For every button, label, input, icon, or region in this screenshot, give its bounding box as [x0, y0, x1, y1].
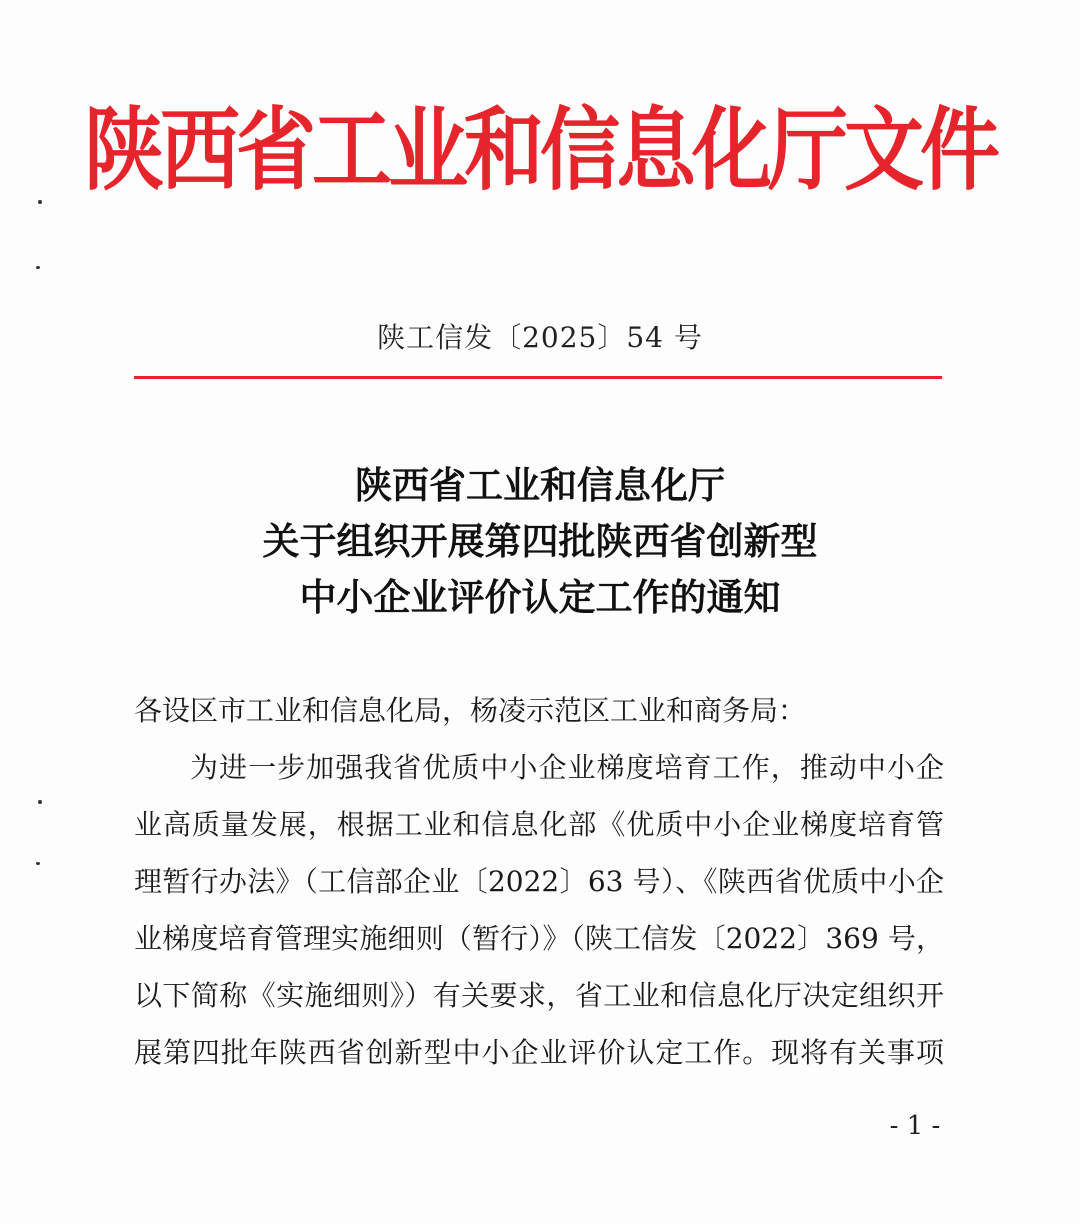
- document-number: 陕工信发〔2025〕54 号: [377, 321, 703, 354]
- issuer-header: 陕西省工业和信息化厅文件: [84, 96, 996, 203]
- scan-speck: [36, 266, 40, 269]
- title-line-1: 陕西省工业和信息化厅: [355, 464, 725, 507]
- scan-speck: [38, 200, 42, 204]
- body-line: 业梯度培育管理实施细则（暂行）》（陕工信发〔2022〕369 号，: [134, 922, 944, 955]
- salutation: 各设区市工业和信息化局，杨凌示范区工业和商务局：: [134, 694, 807, 727]
- page-number: - 1 -: [889, 1111, 941, 1141]
- body-line: 以下简称《实施细则》）有关要求，省工业和信息化厅决定组织开: [134, 979, 944, 1012]
- scan-speck: [38, 800, 42, 804]
- body-line: 为进一步加强我省优质中小企业梯度培育工作，推动中小企: [190, 751, 944, 784]
- body-line: 业高质量发展，根据工业和信息化部《优质中小企业梯度培育管: [134, 808, 944, 841]
- document-body: [134, 682, 944, 1081]
- body-line: 展第四批年陕西省创新型中小企业评价认定工作。现将有关事项: [134, 1036, 944, 1069]
- title-line-3: 中小企业评价认定工作的通知: [299, 576, 781, 619]
- red-separator-line: [134, 376, 942, 379]
- body-line: 理暂行办法》（工信部企业〔2022〕63 号）、《陕西省优质中小企: [134, 865, 944, 898]
- document-title: [0, 458, 1080, 626]
- scan-speck: [36, 862, 40, 865]
- title-line-2: 关于组织开展第四批陕西省创新型: [262, 520, 818, 563]
